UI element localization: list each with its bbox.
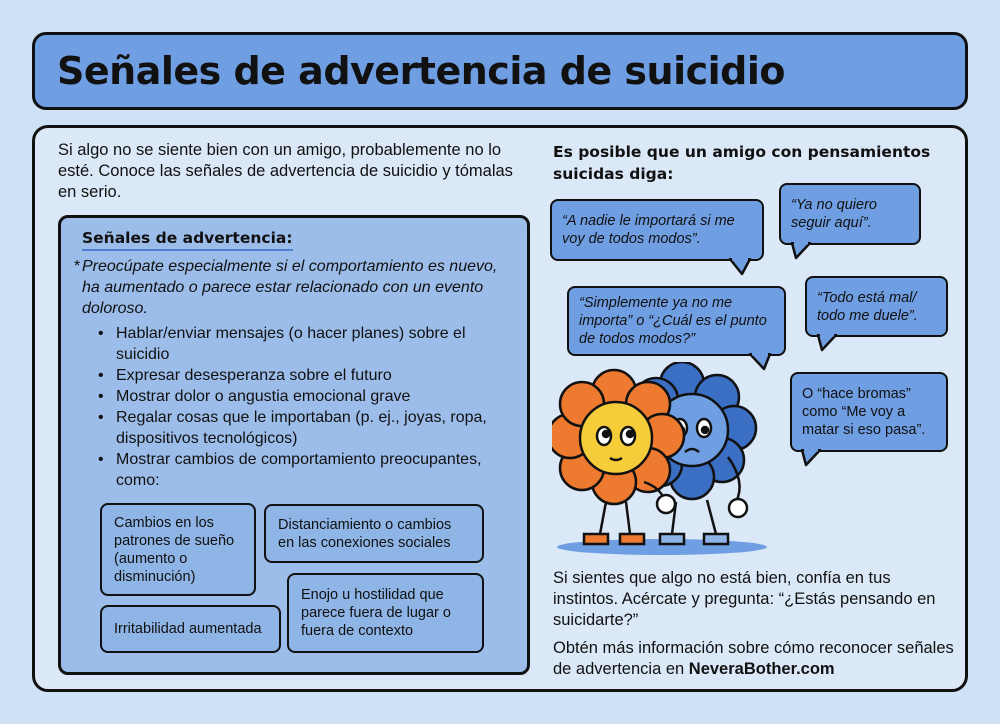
- example-hostility: Enojo u hostilidad que parece fuera de lugar o fuera de contexto: [287, 573, 484, 653]
- quote-bubble-3: “Simplemente ya no me importa” o “¿Cuál es el punto de todos modos?”: [567, 286, 786, 356]
- closing-more-info: [553, 638, 958, 680]
- warning-note: [74, 256, 514, 319]
- example-social-withdrawal: Distanciamiento o cambios en las conexiones sociales: [264, 504, 484, 563]
- warning-signs-list: [98, 323, 510, 491]
- example-irritability: Irritabilidad aumentada: [100, 605, 281, 653]
- list-item: • Regalar cosas que le importaban (p. ej., joyas, ropa, dispositivos tecnológicos): [98, 407, 510, 449]
- page-title: Señales de advertencia de suicidio: [57, 49, 786, 93]
- two-flowers-illustration-icon: [552, 362, 782, 562]
- quote-bubble-2: “Ya no quiero seguir aquí”.: [779, 183, 921, 245]
- site-link[interactable]: NeveraBother.com: [688, 660, 835, 678]
- note-asterisk: *: [74, 258, 81, 275]
- quotes-heading: Es posible que un amigo con pensamientos suicidas diga:: [553, 143, 931, 183]
- list-item: • Hablar/enviar mensajes (o hacer planes) sobre el suicidio: [98, 323, 510, 365]
- bubble-tail-icon: [816, 334, 840, 352]
- example-sleep-changes: Cambios en los patrones de sueño (aumento o disminución): [100, 503, 256, 596]
- quote-bubble-4: “Todo está mal/ todo me duele”.: [805, 276, 948, 337]
- list-item: • Mostrar cambios de comportamiento preocupantes, como:: [98, 449, 510, 491]
- quote-bubble-5: O “hace bromas” como “Me voy a matar si eso pasa”.: [790, 372, 948, 452]
- list-item: • Mostrar dolor o angustia emocional grave: [98, 386, 510, 407]
- list-item: • Expresar desesperanza sobre el futuro: [98, 365, 510, 386]
- quote-bubble-1: “A nadie le importará si me voy de todos modos”.: [550, 199, 764, 261]
- bubble-tail-icon: [800, 449, 824, 467]
- intro-text: Si algo no se siente bien con un amigo, probablemente no lo esté. Conoce las señales de advertencia de suicidio y tómalas en serio.: [58, 141, 513, 201]
- closing-instinct-text: Si sientes que algo no está bien, confía en tus instintos. Acércate y pregunta: “¿Estás pensando en suicidarte?”: [553, 569, 936, 629]
- orange-flower-icon: [552, 370, 684, 544]
- bubble-tail-icon: [790, 242, 814, 260]
- more-info-text: Obtén más información sobre cómo reconocer señales de advertencia en: [553, 639, 954, 678]
- note-text: Preocúpate especialmente si el comportamiento es nuevo, ha aumentado o parece estar relacionado con un evento doloroso.: [82, 258, 498, 317]
- title-banner: [32, 32, 968, 110]
- warning-signs-heading: Señales de advertencia:: [82, 229, 293, 251]
- bubble-tail-icon: [728, 258, 752, 276]
